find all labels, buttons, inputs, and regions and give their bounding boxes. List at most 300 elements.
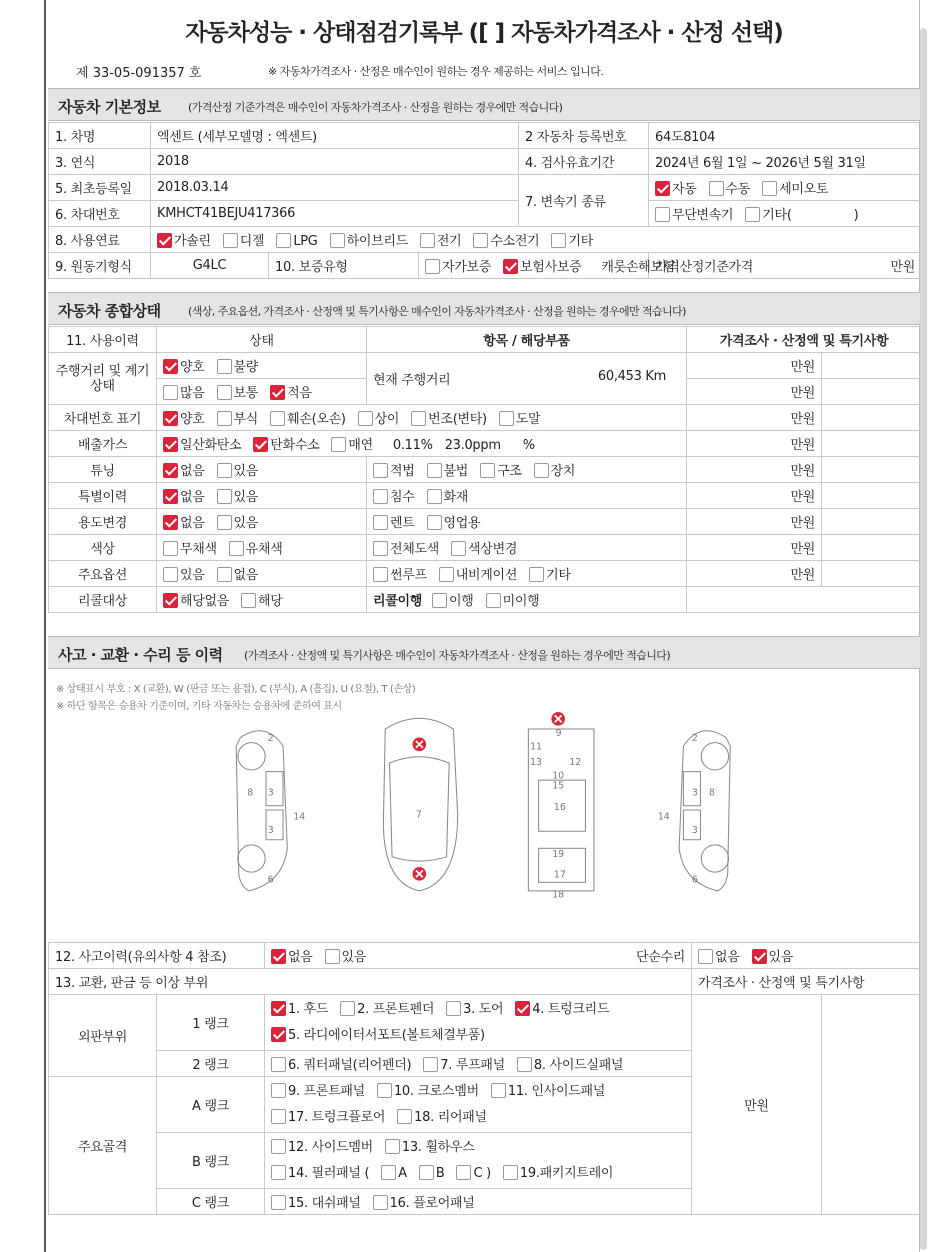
part-label-15: 15	[552, 780, 565, 792]
checked-checkbox-icon[interactable]	[163, 515, 178, 530]
checkbox-option[interactable]	[446, 997, 503, 1023]
checkbox-label: 디젤	[239, 234, 265, 249]
checkbox-label: 수동	[725, 182, 751, 197]
checkbox-icon[interactable]	[271, 1165, 286, 1180]
checkbox-option[interactable]	[411, 408, 487, 427]
price-unit: 만원	[687, 457, 822, 483]
checkbox-option[interactable]	[325, 946, 367, 965]
checkbox-icon[interactable]	[223, 233, 238, 248]
checkbox-label: 없음	[715, 950, 740, 965]
accident-parts-table	[48, 942, 922, 1215]
checkbox-icon[interactable]	[432, 593, 447, 608]
checkbox-label: 11. 인사이드패널	[507, 1083, 605, 1099]
checkbox-option[interactable]	[270, 408, 346, 427]
checkbox-option[interactable]	[270, 382, 312, 401]
part-label-14: 14	[293, 811, 306, 823]
checkbox-icon[interactable]	[217, 515, 232, 530]
checkbox-icon[interactable]	[373, 515, 388, 530]
checkbox-icon[interactable]	[217, 489, 232, 504]
checkbox-label: 불법	[443, 464, 469, 479]
section-title: 자동차 기본정보	[58, 98, 161, 116]
recall-options	[157, 587, 367, 613]
checkbox-option[interactable]	[163, 460, 205, 479]
checkbox-label: 번조(변타)	[428, 412, 487, 427]
part-label-3b: 3	[267, 824, 274, 836]
checkbox-label: 훼손(오손)	[287, 412, 346, 427]
checkbox-option[interactable]	[529, 564, 571, 583]
checked-checkbox-icon[interactable]	[163, 411, 178, 426]
part-label-19: 19	[552, 848, 565, 860]
document-number: 제 33-05-091357 호	[76, 66, 202, 81]
checkbox-option[interactable]	[241, 590, 283, 609]
checkbox-label: 가솔린	[174, 234, 211, 249]
checkbox-option[interactable]	[271, 1161, 369, 1187]
checkbox-label: 있음	[233, 516, 259, 531]
checkbox-icon[interactable]	[270, 411, 285, 426]
checkbox-option[interactable]	[486, 590, 540, 609]
price-unit: 만원	[687, 483, 822, 509]
checkbox-label: 기타	[568, 234, 593, 249]
simple-repair-options	[692, 943, 922, 969]
usage-change-items	[367, 509, 687, 535]
checkbox-option[interactable]	[229, 538, 283, 557]
checkbox-option[interactable]	[655, 204, 733, 223]
checkbox-icon[interactable]	[762, 181, 777, 196]
checkbox-option[interactable]	[425, 256, 491, 275]
checkbox-option[interactable]	[491, 1079, 605, 1105]
checked-checkbox-icon[interactable]	[163, 359, 178, 374]
checkbox-icon[interactable]	[439, 567, 454, 582]
usage-change-label: 용도변경	[49, 509, 157, 535]
checkbox-label: 해당없음	[180, 594, 230, 609]
checkbox-option[interactable]	[480, 460, 522, 479]
checkbox-option[interactable]	[709, 178, 751, 197]
basic-info-table	[48, 122, 922, 279]
checkbox-icon[interactable]	[486, 593, 501, 608]
checkbox-option[interactable]	[223, 230, 265, 249]
checkbox-label: 렌트	[390, 516, 415, 531]
checkbox-option[interactable]	[163, 512, 205, 531]
checkbox-icon[interactable]	[427, 515, 442, 530]
mileage-label: 주행거리 및 계기상태	[49, 353, 157, 405]
checkbox-icon[interactable]	[217, 385, 232, 400]
checkbox-icon[interactable]	[503, 1165, 518, 1180]
checkbox-label: 내비게이션	[455, 568, 518, 583]
checkbox-label: LPG	[293, 234, 318, 249]
year-value: 2018	[151, 149, 519, 175]
checked-checkbox-icon[interactable]	[271, 949, 286, 964]
checkbox-option[interactable]	[340, 997, 434, 1023]
checkbox-option[interactable]	[163, 408, 205, 427]
checkbox-icon[interactable]	[241, 593, 256, 608]
checkbox-option[interactable]	[420, 230, 462, 249]
checkbox-option[interactable]	[439, 564, 517, 583]
rank-c-options	[265, 1189, 692, 1215]
checkbox-label: 색상변경	[468, 542, 518, 557]
checkbox-option[interactable]	[377, 1079, 479, 1105]
part-label-14r: 14	[657, 811, 670, 823]
engine-type-value: G4LC	[151, 253, 269, 279]
checkbox-icon[interactable]	[163, 385, 178, 400]
checked-checkbox-icon[interactable]	[271, 1027, 286, 1042]
checkbox-option[interactable]	[271, 1023, 485, 1049]
warranty-options: 자가보증 보험사보증 캐롯손해보험	[419, 253, 649, 279]
checkbox-icon[interactable]	[427, 489, 442, 504]
checkbox-label: 10. 크로스멤버	[393, 1083, 479, 1099]
checkbox-icon[interactable]	[163, 567, 178, 582]
checkbox-option[interactable]	[271, 1054, 411, 1073]
price-unit: 만원	[687, 561, 822, 587]
checkbox-option[interactable]	[217, 382, 259, 401]
checkbox-option[interactable]	[217, 512, 259, 531]
transmission-label: 7. 변속기 종류	[519, 175, 649, 227]
checkbox-label: 양호	[180, 360, 205, 375]
part-label-2: 2	[267, 732, 274, 744]
exchange-marks	[413, 712, 565, 881]
vin-value: KMHCT41BEJU417366	[151, 201, 519, 227]
price-unit: 만원	[687, 353, 822, 379]
checkbox-option[interactable]	[163, 590, 229, 609]
part-label-3: 3	[267, 787, 274, 799]
checkbox-option[interactable]	[385, 1135, 475, 1161]
checkbox-option[interactable]	[762, 178, 828, 197]
checkbox-icon[interactable]	[473, 233, 488, 248]
left-rear-wheel	[238, 845, 265, 872]
checkbox-label: 없음	[180, 490, 205, 505]
checkbox-icon[interactable]	[217, 463, 232, 478]
checkbox-option[interactable]	[330, 230, 408, 249]
checkbox-label: 없음	[180, 516, 205, 531]
checkbox-option[interactable]	[499, 408, 541, 427]
accident-history-label: 12. 사고이력(유의사항 4 참조)	[49, 943, 265, 969]
checkbox-option[interactable]	[503, 1161, 613, 1187]
checkbox-option[interactable]	[473, 230, 539, 249]
part-label-13: 13	[530, 756, 542, 768]
checkbox-label: 없음	[288, 950, 313, 965]
checked-checkbox-icon[interactable]	[271, 1001, 286, 1016]
col-status: 상태	[157, 327, 367, 353]
checkbox-option[interactable]	[427, 460, 469, 479]
checkbox-icon[interactable]	[480, 463, 495, 478]
checkbox-label: 16. 플로어패널	[389, 1196, 475, 1211]
checkbox-icon[interactable]	[373, 1195, 388, 1210]
checkbox-label: 보통	[233, 386, 259, 401]
checkbox-option[interactable]	[373, 512, 415, 531]
checkbox-icon[interactable]	[534, 463, 549, 478]
checkbox-option[interactable]	[745, 204, 791, 223]
checkbox-icon[interactable]	[373, 463, 388, 478]
checkbox-option[interactable]	[373, 538, 439, 557]
basic-info-header	[48, 88, 921, 121]
checked-checkbox-icon[interactable]	[163, 463, 178, 478]
checkbox-icon[interactable]	[411, 411, 426, 426]
checkbox-icon[interactable]	[330, 233, 345, 248]
checkbox-icon[interactable]	[229, 541, 244, 556]
checkbox-option[interactable]	[373, 486, 415, 505]
checkbox-icon[interactable]	[271, 1195, 286, 1210]
abnormal-parts-label: 13. 교환, 판금 등 이상 부위	[49, 969, 692, 995]
part-label-17: 17	[553, 869, 566, 881]
checkbox-label: 8. 사이드실패널	[533, 1058, 624, 1073]
checked-checkbox-icon[interactable]	[503, 259, 518, 274]
checkbox-icon[interactable]	[709, 181, 724, 196]
checked-checkbox-icon[interactable]	[515, 1001, 530, 1016]
rank-2-options	[265, 1051, 692, 1077]
checkbox-icon[interactable]	[271, 1139, 286, 1154]
checkbox-option[interactable]	[427, 512, 481, 531]
checkbox-label: 15. 대쉬패널	[288, 1196, 361, 1211]
checkbox-label: 14. 필러패널 (	[288, 1165, 370, 1181]
checkbox-option[interactable]	[515, 997, 609, 1023]
checked-checkbox-icon[interactable]	[163, 593, 178, 608]
checkbox-option[interactable]	[397, 1105, 487, 1131]
rank-a-label: A 랭크	[157, 1077, 265, 1133]
checkbox-label: 장치	[550, 464, 576, 479]
first-registration-value: 2018.03.14	[151, 175, 519, 201]
checked-checkbox-icon[interactable]	[163, 489, 178, 504]
checkbox-label: 전기	[436, 234, 462, 249]
checkbox-option[interactable]	[551, 230, 593, 249]
checkbox-option[interactable]	[752, 946, 794, 965]
checkbox-icon[interactable]	[217, 359, 232, 374]
checkbox-icon[interactable]	[385, 1139, 400, 1154]
checkbox-option[interactable]	[451, 538, 517, 557]
checkbox-option[interactable]	[163, 564, 205, 583]
checkbox-icon[interactable]	[373, 567, 388, 582]
checkbox-label: 7. 루프패널	[440, 1058, 505, 1073]
checkbox-icon[interactable]	[325, 949, 340, 964]
checkbox-option[interactable]	[456, 1161, 490, 1187]
checkbox-option[interactable]	[655, 178, 697, 197]
special-history-label: 특별이력	[49, 483, 157, 509]
checkbox-icon[interactable]	[271, 1109, 286, 1124]
col-usage-history: 11. 사용이력	[49, 327, 157, 353]
checkbox-icon[interactable]	[340, 1001, 355, 1016]
checkbox-icon[interactable]	[420, 233, 435, 248]
part-label-16: 16	[553, 801, 566, 813]
checkbox-label: 미이행	[502, 594, 540, 609]
checkbox-option[interactable]	[271, 1192, 361, 1211]
checkbox-option[interactable]	[698, 946, 740, 965]
checked-checkbox-icon[interactable]	[270, 385, 285, 400]
checkbox-label: 적법	[390, 464, 415, 479]
checkbox-option[interactable]	[253, 434, 319, 453]
checkbox-icon[interactable]	[271, 1057, 286, 1072]
checkbox-icon[interactable]	[446, 1001, 461, 1016]
checkbox-icon[interactable]	[456, 1165, 471, 1180]
part-label-8r: 8	[708, 787, 715, 799]
checkbox-option[interactable]	[373, 1192, 475, 1211]
checkbox-label: 12. 사이드멤버	[288, 1139, 373, 1155]
part-label-3r: 3	[691, 787, 698, 799]
checkbox-option[interactable]	[276, 233, 317, 249]
checkbox-label: 4. 트렁크리드	[532, 1001, 610, 1017]
checkbox-option[interactable]	[373, 564, 427, 583]
checked-checkbox-icon[interactable]	[157, 233, 172, 248]
checkbox-icon[interactable]	[373, 489, 388, 504]
price-basis: 가격산정기준가격 만원	[649, 253, 922, 279]
checkbox-option[interactable]	[534, 460, 576, 479]
checkbox-option[interactable]	[358, 408, 400, 427]
checked-checkbox-icon[interactable]	[752, 949, 767, 964]
main-option-label: 주요옵션	[49, 561, 157, 587]
checkbox-option[interactable]	[217, 408, 259, 427]
checkbox-icon[interactable]	[397, 1109, 412, 1124]
checkbox-label: 2. 프론트펜더	[357, 1001, 435, 1017]
emission-label: 배출가스	[49, 431, 157, 457]
tuning-items	[367, 457, 687, 483]
checkbox-option[interactable]	[217, 486, 259, 505]
checkbox-option[interactable]	[517, 1054, 623, 1073]
checkbox-label: 썬루프	[390, 568, 427, 583]
checkbox-icon[interactable]	[745, 207, 760, 222]
checkbox-icon[interactable]	[217, 411, 232, 426]
checkbox-label: 19.패키지트레이	[519, 1165, 614, 1181]
checkbox-label: 17. 트렁크플로어	[288, 1109, 386, 1125]
transmission-options-2: 무단변속기 기타( )	[649, 201, 922, 227]
checkbox-label: 하이브리드	[346, 234, 408, 249]
checkbox-option[interactable]	[163, 356, 205, 375]
checkbox-icon[interactable]	[427, 463, 442, 478]
inspection-validity-value: 2024년 6월 1일 ~ 2026년 5월 31일	[649, 149, 922, 175]
checkbox-icon[interactable]	[529, 567, 544, 582]
checkbox-option[interactable]	[217, 460, 259, 479]
checkbox-label: 화재	[443, 490, 469, 505]
checkbox-icon[interactable]	[358, 411, 373, 426]
mileage-condition-options	[157, 353, 367, 379]
checkbox-icon[interactable]	[217, 567, 232, 582]
checkbox-option[interactable]	[423, 1054, 505, 1073]
checkbox-icon[interactable]	[271, 1083, 286, 1098]
checkbox-option[interactable]	[217, 564, 259, 583]
rank-b-options	[265, 1133, 692, 1189]
checkbox-option[interactable]	[271, 1079, 365, 1105]
checkbox-option[interactable]	[419, 1161, 445, 1187]
checkbox-label: 있음	[180, 568, 205, 583]
checkbox-option[interactable]	[381, 1161, 407, 1187]
checked-checkbox-icon[interactable]	[655, 181, 670, 196]
part-label-12: 12	[569, 756, 582, 768]
checkbox-label: 적음	[287, 386, 312, 401]
checkbox-icon[interactable]	[517, 1057, 532, 1072]
checkbox-icon[interactable]	[698, 949, 713, 964]
checkbox-icon[interactable]	[163, 541, 178, 556]
accident-history-options: 없음 있음 단순수리	[265, 943, 692, 969]
emission-options: 일산화탄소 탄화수소 매연 0.11% 23.0ppm %	[157, 431, 687, 457]
checkbox-option[interactable]	[163, 538, 217, 557]
checkbox-label: A	[398, 1165, 407, 1181]
document-note: ※ 자동차가격조사 · 산정은 매수인이 원하는 경우 제공하는 서비스 입니다.	[268, 65, 604, 78]
checkbox-label: 이행	[449, 594, 474, 609]
outer-panel-label: 외판부위	[49, 995, 157, 1077]
section-note: (가격산정 기준가격은 매수인이 자동차가격조사 · 산정을 원하는 경우에만 적습니다)	[188, 101, 563, 114]
checkbox-icon[interactable]	[655, 207, 670, 222]
checkbox-option[interactable]	[163, 382, 205, 401]
rank-2-label: 2 랭크	[157, 1051, 265, 1077]
checkbox-label: 있음	[233, 490, 259, 505]
checkbox-option[interactable]	[271, 1105, 385, 1131]
checkbox-icon[interactable]	[425, 259, 440, 274]
overall-status-header	[48, 292, 921, 325]
checkbox-option[interactable]	[157, 230, 211, 249]
recall-performed: 리콜이행 이행 미이행	[367, 587, 687, 613]
checkbox-option[interactable]	[331, 434, 373, 453]
part-label-18: 18	[552, 889, 565, 901]
checkbox-label: 13. 휠하우스	[401, 1139, 475, 1155]
checkbox-label: 양호	[180, 412, 205, 427]
checkbox-label: 많음	[180, 386, 205, 401]
checkbox-icon[interactable]	[451, 541, 466, 556]
inspection-record-sheet	[44, 0, 920, 1252]
checkbox-option[interactable]	[163, 434, 241, 453]
left-front-wheel	[238, 743, 265, 770]
checkbox-label: 해당	[258, 594, 283, 609]
part-label-8: 8	[247, 787, 254, 799]
checkbox-label: 매연	[348, 438, 373, 453]
checkbox-option[interactable]	[271, 946, 313, 965]
price-unit: 만원	[687, 431, 822, 457]
checkbox-icon[interactable]	[499, 411, 514, 426]
checkbox-label: 부식	[233, 412, 259, 427]
checkbox-label: 18. 리어패널	[414, 1109, 487, 1125]
checkbox-option[interactable]	[373, 460, 415, 479]
checkbox-icon[interactable]	[381, 1165, 396, 1180]
right-rear-wheel	[701, 845, 728, 872]
checkbox-option[interactable]	[432, 590, 474, 609]
checkbox-icon[interactable]	[331, 437, 346, 452]
usage-change-options	[157, 509, 367, 535]
vertical-scrollbar[interactable]	[920, 28, 927, 1250]
checkbox-label: 3. 도어	[463, 1001, 504, 1017]
checkbox-label: 불량	[233, 360, 259, 375]
checkbox-option[interactable]	[163, 486, 205, 505]
checkbox-icon[interactable]	[373, 541, 388, 556]
main-frame-label: 주요골격	[49, 1077, 157, 1215]
checkbox-icon[interactable]	[276, 233, 291, 248]
checkbox-icon[interactable]	[491, 1083, 506, 1098]
vin-mark-label: 차대번호 표기	[49, 405, 157, 431]
registration-value: 64도8104	[649, 123, 922, 149]
checkbox-icon[interactable]	[423, 1057, 438, 1072]
part-label-7: 7	[415, 809, 422, 821]
checkbox-icon[interactable]	[377, 1083, 392, 1098]
vin-label: 6. 차대번호	[49, 201, 151, 227]
checkbox-label: 도말	[515, 412, 541, 427]
checkbox-icon[interactable]	[551, 233, 566, 248]
checkbox-option[interactable]	[217, 356, 259, 375]
part-label-11: 11	[530, 741, 542, 753]
first-registration-label: 5. 최초등록일	[49, 175, 151, 201]
checkbox-label: 1. 후드	[288, 1001, 329, 1017]
section-title: 자동차 종합상태	[58, 302, 161, 320]
checkbox-label: 기타(	[762, 208, 792, 223]
rank-c-label: C 랭크	[157, 1189, 265, 1215]
checked-checkbox-icon[interactable]	[163, 437, 178, 452]
checkbox-option[interactable]	[503, 256, 581, 275]
checkbox-label: C )	[473, 1165, 491, 1181]
price-unit: 만원	[687, 379, 822, 405]
checkbox-icon[interactable]	[419, 1165, 434, 1180]
checkbox-option[interactable]	[271, 997, 328, 1023]
checkbox-label: 전체도색	[390, 542, 440, 557]
checkbox-option[interactable]	[271, 1135, 373, 1161]
checkbox-option[interactable]	[427, 486, 469, 505]
rank-1-options	[265, 995, 692, 1051]
checked-checkbox-icon[interactable]	[253, 437, 268, 452]
checkbox-label: 있음	[233, 464, 259, 479]
year-label: 3. 연식	[49, 149, 151, 175]
part-label-3rb: 3	[691, 824, 698, 836]
